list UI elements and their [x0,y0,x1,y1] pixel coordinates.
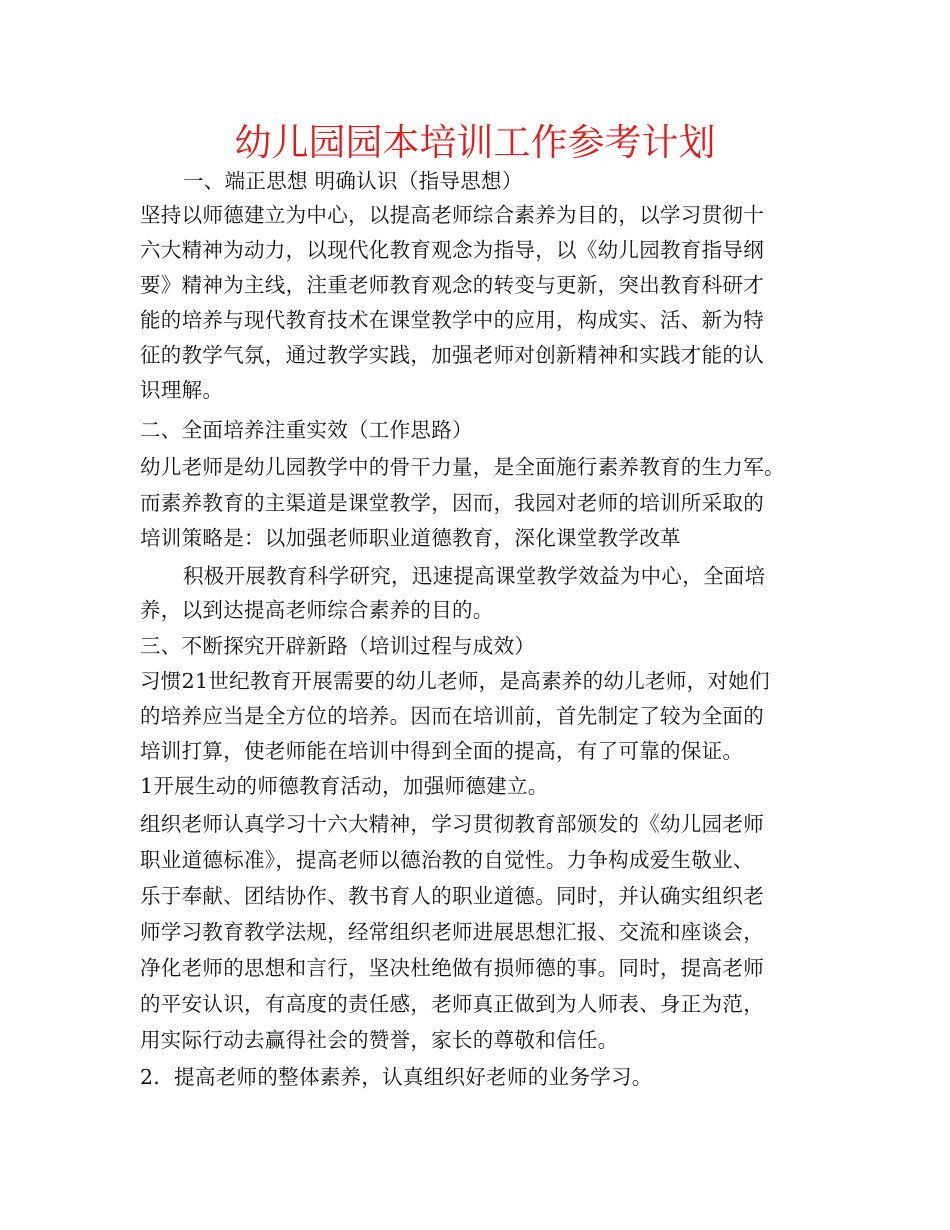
subheading-1: 1开展生动的师德教育活动，加强师德建立。 [140,774,549,798]
paragraph-line: 培训打算，使老师能在培训中得到全面的提高，有了可靠的保证。 [140,739,744,763]
section-heading-1: 一、端正思想 明确认识（指导思想） [183,169,523,193]
section-heading-3: 三、不断探究开辟新路（培训过程与成效） [140,634,536,658]
subheading-2: 2．提高老师的整体素养，认真组织好老师的业务学习。 [140,1065,653,1089]
paragraph-line: 培训策略是：以加强老师职业道德教育，深化课堂教学改革 [140,526,681,550]
paragraph-line: 积极开展教育科学研究，迅速提高课堂教学效益为中心，全面培 [183,564,766,588]
paragraph-line: 用实际行动去赢得社会的赞誉，家长的尊敬和信任。 [140,1028,619,1052]
paragraph-line: 师学习教育教学法规，经常组织老师进展思想汇报、交流和座谈会， [140,920,764,944]
paragraph-line: 组织老师认真学习十六大精神，学习贯彻教育部颁发的《幼儿园老师 [140,812,764,836]
paragraph-line: 习惯21世纪教育开展需要的幼儿老师，是高素养的幼儿老师，对她们 [140,669,770,693]
paragraph-line: 六大精神为动力，以现代化教育观念为指导，以《幼儿园教育指导纲 [140,238,764,262]
paragraph-line: 坚持以师德建立为中心，以提高老师综合素养为目的，以学习贯彻十 [140,203,764,227]
paragraph-line: 要》精神为主线，注重老师教育观念的转变与更新，突出教育科研才 [140,273,764,297]
paragraph-line: 能的培养与现代教育技术在课堂教学中的应用，构成实、活、新为特 [140,308,764,332]
paragraph-line: 的培养应当是全方位的培养。因而在培训前，首先制定了较为全面的 [140,704,764,728]
document-title: 幼儿园园本培训工作参考计划 [234,121,716,164]
section-heading-2: 二、全面培养注重实效（工作思路） [140,418,473,442]
paragraph-line: 而素养教育的主渠道是课堂教学，因而，我园对老师的培训所采取的 [140,491,764,515]
paragraph-line: 乐于奉献、团结协作、教书育人的职业道德。同时，并认确实组织老 [140,884,764,908]
paragraph-line: 净化老师的思想和言行，坚决杜绝做有损师德的事。同时，提高老师 [140,956,764,980]
paragraph-line: 养，以到达提高老师综合素养的目的。 [140,598,494,622]
paragraph-line: 的平安认识，有高度的责任感，老师真正做到为人师表、身正为范， [140,992,764,1016]
paragraph-line: 职业道德标准》，提高老师以德治教的自觉性。力争构成爱生敬业、 [140,848,754,872]
paragraph-line: 征的教学气氛，通过教学实践，加强老师对创新精神和实践才能的认 [140,343,764,367]
paragraph-line: 识理解。 [140,378,224,402]
paragraph-line: 幼儿老师是幼儿园教学中的骨干力量，是全面施行素养教育的生力军。 [140,455,785,479]
